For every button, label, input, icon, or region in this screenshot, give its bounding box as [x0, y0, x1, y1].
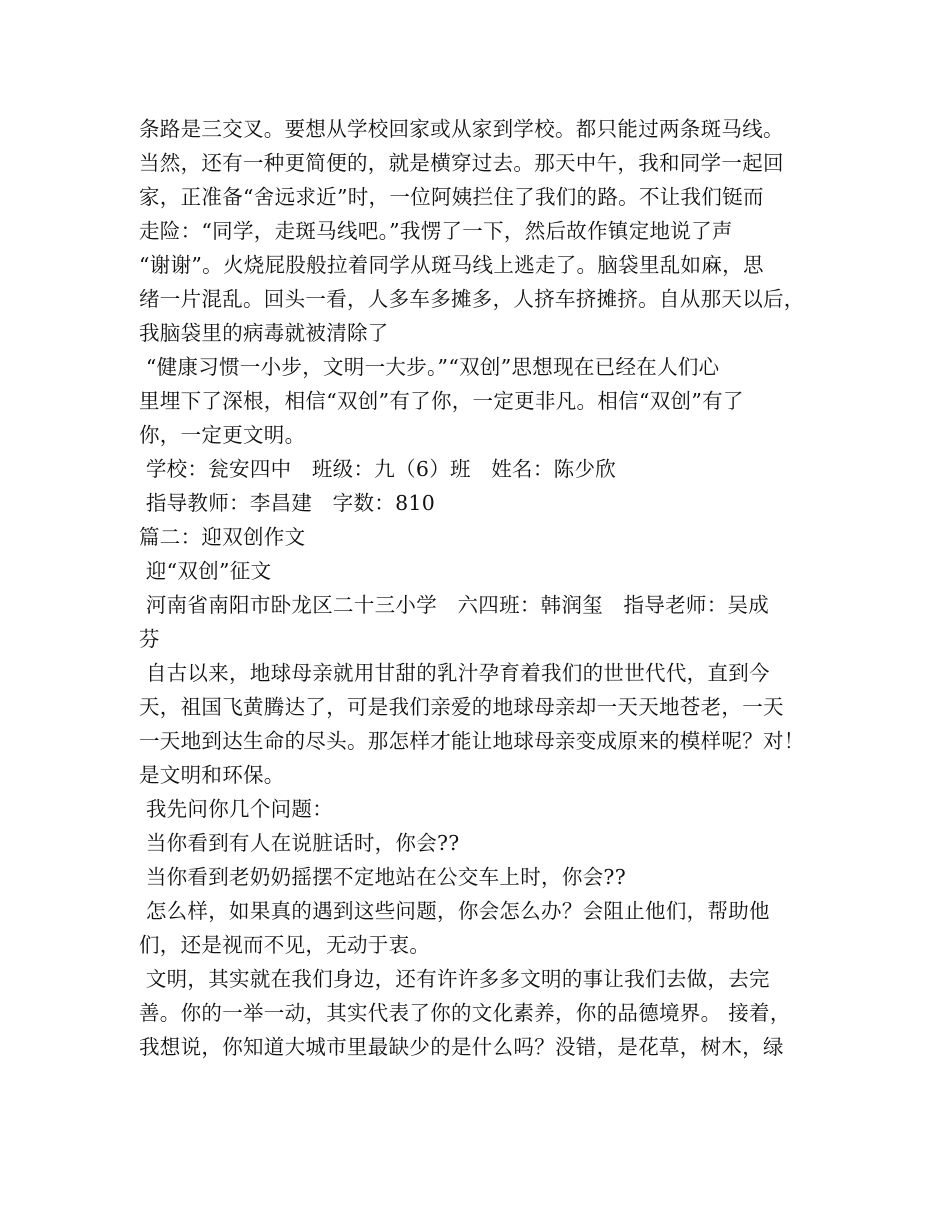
text-line: “谢谢”。火烧屁股般拉着同学从斑马线上逃走了。脑袋里乱如麻，思 — [139, 253, 764, 277]
text-line: 自古以来，地球母亲就用甘甜的乳汁孕育着我们的世世代代，直到今 — [139, 661, 770, 685]
text-line: 当然，还有一种更简便的，就是横穿过去。那天中午，我和同学一起回 — [139, 151, 784, 175]
section-heading: 篇二：迎双创作文 — [139, 525, 306, 549]
text-line: 当你看到老奶奶摇摆不定地站在公交车上时，你会?? — [139, 865, 626, 889]
text-line: 天，祖国飞黄腾达了，可是我们亲爱的地球母亲却一天天地苍老，一天 — [139, 695, 784, 719]
text-line: “健康习惯一小步，文明一大步。”“双创”思想现在已经在人们心 — [139, 355, 720, 379]
text-line: 芬 — [139, 627, 160, 651]
text-line: 你，一定更文明。 — [139, 423, 306, 447]
text-line: 走险：“同学，走斑马线吧。”我愣了一下，然后故作镇定地说了声 — [139, 219, 733, 243]
text-line: 我脑袋里的病毒就被清除了 — [139, 321, 389, 345]
text-line: 家，正准备“舍远求近”时，一位阿姨拦住了我们的路。不让我们铤而 — [139, 185, 764, 209]
text-line: 善。你的一举一动，其实代表了你的文化素养，你的品德境界。 接着， — [139, 1001, 791, 1025]
text-line: 当你看到有人在说脏话时，你会?? — [139, 831, 460, 855]
text-line: 条路是三交叉。要想从学校回家或从家到学校。都只能过两条斑马线。 — [139, 117, 784, 141]
author-info-line: 河南省南阳市卧龙区二十三小学 六四班：韩润玺 指导老师：吴成 — [139, 593, 770, 617]
essay-title: 迎“双创”征文 — [139, 559, 272, 583]
text-line: 是文明和环保。 — [139, 763, 285, 787]
essay-text — [139, 112, 829, 1064]
text-line: 我想说，你知道大城市里最缺少的是什么吗？没错，是花草，树木，绿 — [139, 1035, 784, 1059]
text-line: 怎么样，如果真的遇到这些问题，你会怎么办？会阻止他们，帮助他 — [139, 899, 770, 923]
text-line: 们，还是视而不见，无动于衷。 — [139, 933, 431, 957]
author-info-line: 学校：瓮安四中 班级：九（6）班 姓名：陈少欣 — [139, 457, 617, 481]
text-line: 我先问你几个问题： — [139, 797, 334, 821]
text-line: 一天地到达生命的尽头。那怎样才能让地球母亲变成原来的模样呢？对！ — [139, 729, 805, 753]
text-line: 里埋下了深根，相信“双创”有了你，一定更非凡。相信“双创”有了 — [139, 389, 744, 413]
text-line: 文明，其实就在我们身边，还有许许多多文明的事让我们去做，去完 — [139, 967, 770, 991]
text-line: 绪一片混乱。回头一看，人多车多摊多，人挤车挤摊挤。自从那天以后， — [139, 287, 805, 311]
teacher-info-line: 指导教师：李昌建 字数：810 — [139, 491, 436, 515]
